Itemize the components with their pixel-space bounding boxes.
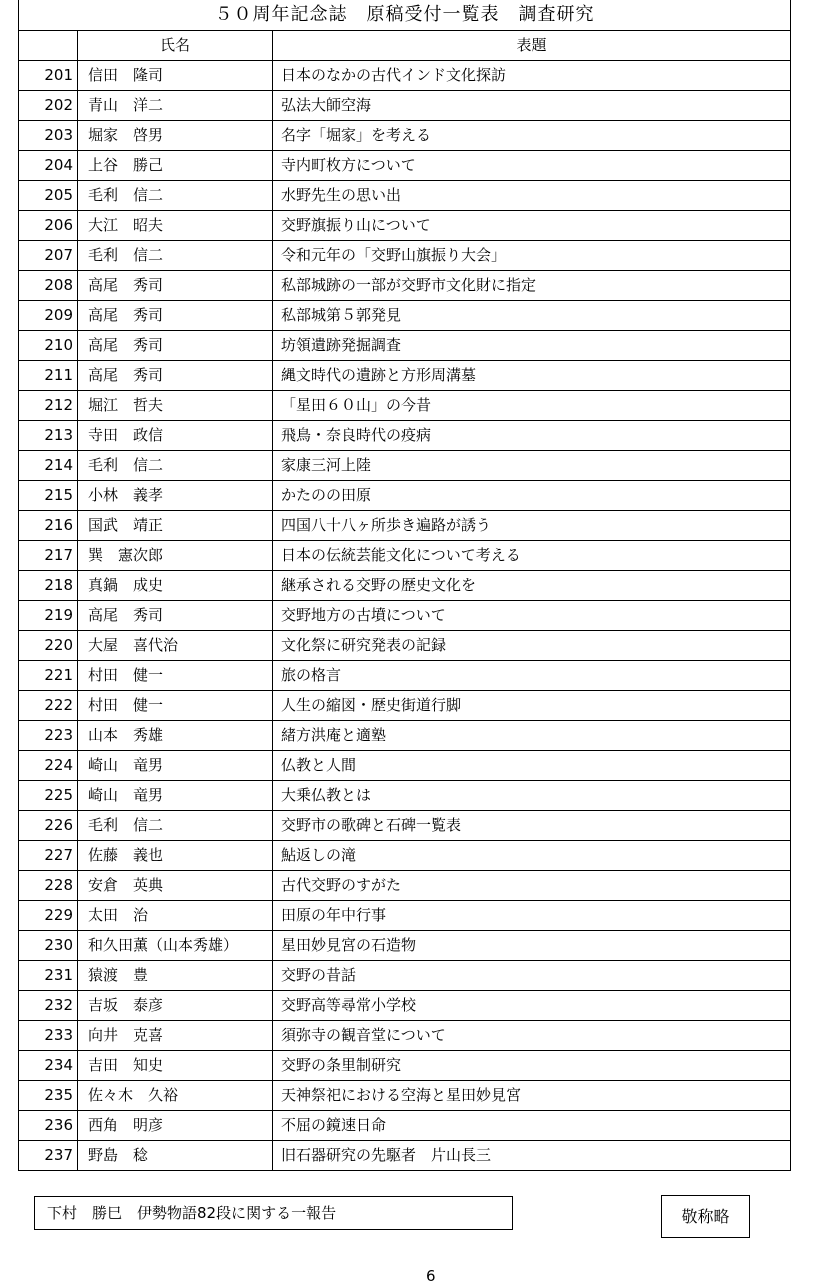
row-number: 205 <box>19 181 78 211</box>
row-number: 224 <box>19 751 78 781</box>
table-row <box>19 241 791 271</box>
row-number: 234 <box>19 1051 78 1081</box>
row-number: 232 <box>19 991 78 1021</box>
author-name: 毛利 信二 <box>78 451 273 481</box>
row-number: 204 <box>19 151 78 181</box>
author-name: 国武 靖正 <box>78 511 273 541</box>
author-name: 毛利 信二 <box>78 181 273 211</box>
author-name: 上谷 勝己 <box>78 151 273 181</box>
table-row <box>19 391 791 421</box>
table-row <box>19 211 791 241</box>
row-number: 223 <box>19 721 78 751</box>
table-row <box>19 181 791 211</box>
author-name: 西角 明彦 <box>78 1111 273 1141</box>
manuscript-title: 寺内町枚方について <box>273 151 791 181</box>
manuscript-title: かたのの田原 <box>273 481 791 511</box>
table-row <box>19 421 791 451</box>
manuscript-title: 令和元年の「交野山旗振り大会」 <box>273 241 791 271</box>
name-column-header: 氏名 <box>78 31 273 61</box>
row-number: 202 <box>19 91 78 121</box>
row-number: 227 <box>19 841 78 871</box>
header-row <box>19 31 791 61</box>
row-number: 209 <box>19 301 78 331</box>
author-name: 大屋 喜代治 <box>78 631 273 661</box>
manuscript-title: 交野の条里制研究 <box>273 1051 791 1081</box>
table-row <box>19 631 791 661</box>
row-number: 218 <box>19 571 78 601</box>
table-row <box>19 751 791 781</box>
manuscript-title: 継承される交野の歴史文化を <box>273 571 791 601</box>
author-name: 堀江 哲夫 <box>78 391 273 421</box>
table-row <box>19 301 791 331</box>
manuscript-title: 「星田６０山」の今昔 <box>273 391 791 421</box>
table-row <box>19 1081 791 1111</box>
author-name: 毛利 信二 <box>78 241 273 271</box>
row-number: 221 <box>19 661 78 691</box>
row-number: 233 <box>19 1021 78 1051</box>
author-name: 毛利 信二 <box>78 811 273 841</box>
row-number: 230 <box>19 931 78 961</box>
manuscript-title: 日本の伝統芸能文化について考える <box>273 541 791 571</box>
row-number: 210 <box>19 331 78 361</box>
author-name: 野島 稔 <box>78 1141 273 1171</box>
table-row <box>19 151 791 181</box>
table-row <box>19 691 791 721</box>
table-row <box>19 661 791 691</box>
manuscript-title: 交野地方の古墳について <box>273 601 791 631</box>
row-number: 208 <box>19 271 78 301</box>
row-number: 229 <box>19 901 78 931</box>
author-name: 大江 昭夫 <box>78 211 273 241</box>
author-name: 高尾 秀司 <box>78 331 273 361</box>
table-row <box>19 931 791 961</box>
table-row <box>19 331 791 361</box>
table-row <box>19 571 791 601</box>
author-name: 青山 洋二 <box>78 91 273 121</box>
row-number: 219 <box>19 601 78 631</box>
row-number: 236 <box>19 1111 78 1141</box>
subject-column-header: 表題 <box>273 31 791 61</box>
row-number: 215 <box>19 481 78 511</box>
table-row <box>19 841 791 871</box>
author-name: 真鍋 成史 <box>78 571 273 601</box>
manuscript-title: 縄文時代の遺跡と方形周溝墓 <box>273 361 791 391</box>
manuscript-title: 鮎返しの滝 <box>273 841 791 871</box>
author-name: 高尾 秀司 <box>78 361 273 391</box>
row-number: 235 <box>19 1081 78 1111</box>
author-name: 猿渡 豊 <box>78 961 273 991</box>
manuscript-title: 須弥寺の観音堂について <box>273 1021 791 1051</box>
manuscript-title: 旧石器研究の先駆者 片山長三 <box>273 1141 791 1171</box>
table-body <box>19 61 791 1171</box>
manuscript-title: 日本のなかの古代インド文化探訪 <box>273 61 791 91</box>
manuscript-title: 交野市の歌碑と石碑一覧表 <box>273 811 791 841</box>
author-name: 堀家 啓男 <box>78 121 273 151</box>
row-number: 213 <box>19 421 78 451</box>
row-number: 216 <box>19 511 78 541</box>
table-row <box>19 811 791 841</box>
manuscript-title: 文化祭に研究発表の記録 <box>273 631 791 661</box>
manuscript-title: 坊領遺跡発掘調査 <box>273 331 791 361</box>
table-row <box>19 91 791 121</box>
table-row <box>19 541 791 571</box>
table-row <box>19 511 791 541</box>
manuscript-title: 田原の年中行事 <box>273 901 791 931</box>
table-row <box>19 271 791 301</box>
table-row <box>19 601 791 631</box>
author-name: 安倉 英典 <box>78 871 273 901</box>
manuscript-title: 古代交野のすがた <box>273 871 791 901</box>
row-number: 201 <box>19 61 78 91</box>
table-row <box>19 1051 791 1081</box>
author-name: 佐藤 義也 <box>78 841 273 871</box>
table-row <box>19 1141 791 1171</box>
author-name: 向井 克喜 <box>78 1021 273 1051</box>
row-number: 203 <box>19 121 78 151</box>
table-row <box>19 781 791 811</box>
manuscript-title: 私部城第５郭発見 <box>273 301 791 331</box>
author-name: 山本 秀雄 <box>78 721 273 751</box>
author-name: 和久田薫（山本秀雄） <box>78 931 273 961</box>
author-name: 高尾 秀司 <box>78 601 273 631</box>
manuscript-title: 天神祭祀における空海と星田妙見宮 <box>273 1081 791 1111</box>
author-name: 吉田 知史 <box>78 1051 273 1081</box>
additional-report-note: 下村 勝巳 伊勢物語82段に関する一報告 <box>34 1196 513 1230</box>
manuscript-title: 四国八十八ヶ所歩き遍路が誘う <box>273 511 791 541</box>
row-number: 220 <box>19 631 78 661</box>
manuscript-title: 人生の縮図・歴史街道行脚 <box>273 691 791 721</box>
manuscript-title: 私部城跡の一部が交野市文化財に指定 <box>273 271 791 301</box>
table-row <box>19 961 791 991</box>
author-name: 太田 治 <box>78 901 273 931</box>
title-row <box>19 0 791 31</box>
manuscript-title: 旅の格言 <box>273 661 791 691</box>
manuscript-title: 交野旗振り山について <box>273 211 791 241</box>
row-number: 212 <box>19 391 78 421</box>
row-number: 206 <box>19 211 78 241</box>
author-name: 崎山 竜男 <box>78 781 273 811</box>
manuscript-title: 交野高等尋常小学校 <box>273 991 791 1021</box>
table-row <box>19 721 791 751</box>
author-name: 村田 健一 <box>78 691 273 721</box>
row-number: 214 <box>19 451 78 481</box>
table-row <box>19 1111 791 1141</box>
author-name: 吉坂 泰彦 <box>78 991 273 1021</box>
row-number: 231 <box>19 961 78 991</box>
author-name: 小林 義孝 <box>78 481 273 511</box>
table-row <box>19 481 791 511</box>
author-name: 崎山 竜男 <box>78 751 273 781</box>
table-row <box>19 121 791 151</box>
manuscript-title: 名字「堀家」を考える <box>273 121 791 151</box>
row-number: 225 <box>19 781 78 811</box>
author-name: 寺田 政信 <box>78 421 273 451</box>
row-number: 207 <box>19 241 78 271</box>
table-row <box>19 361 791 391</box>
manuscript-title: 飛鳥・奈良時代の疫病 <box>273 421 791 451</box>
table-row <box>19 451 791 481</box>
author-name: 高尾 秀司 <box>78 271 273 301</box>
author-name: 佐々木 久裕 <box>78 1081 273 1111</box>
document-title: ５０周年記念誌 原稿受付一覧表 調査研究 <box>19 0 791 31</box>
row-number: 226 <box>19 811 78 841</box>
table-row <box>19 1021 791 1051</box>
table-row <box>19 901 791 931</box>
table-row <box>19 61 791 91</box>
manuscript-title: 不屈の鏡速日命 <box>273 1111 791 1141</box>
honorifics-omitted-note: 敬称略 <box>661 1195 750 1238</box>
manuscript-title: 家康三河上陸 <box>273 451 791 481</box>
row-number: 217 <box>19 541 78 571</box>
manuscript-list-table-wrapper <box>18 0 790 1171</box>
author-name: 信田 隆司 <box>78 61 273 91</box>
table-row <box>19 871 791 901</box>
manuscript-title: 仏教と人間 <box>273 751 791 781</box>
author-name: 高尾 秀司 <box>78 301 273 331</box>
manuscript-title: 大乗仏教とは <box>273 781 791 811</box>
manuscript-title: 水野先生の思い出 <box>273 181 791 211</box>
table-row <box>19 991 791 1021</box>
author-name: 村田 健一 <box>78 661 273 691</box>
row-number: 228 <box>19 871 78 901</box>
manuscript-title: 交野の昔話 <box>273 961 791 991</box>
row-number: 222 <box>19 691 78 721</box>
manuscript-title: 星田妙見宮の石造物 <box>273 931 791 961</box>
author-name: 巽 憲次郎 <box>78 541 273 571</box>
row-number: 211 <box>19 361 78 391</box>
manuscript-list-table <box>18 0 791 1171</box>
number-column-header <box>19 31 78 61</box>
manuscript-title: 緒方洪庵と適塾 <box>273 721 791 751</box>
page-number: 6 <box>426 1267 436 1285</box>
row-number: 237 <box>19 1141 78 1171</box>
manuscript-title: 弘法大師空海 <box>273 91 791 121</box>
